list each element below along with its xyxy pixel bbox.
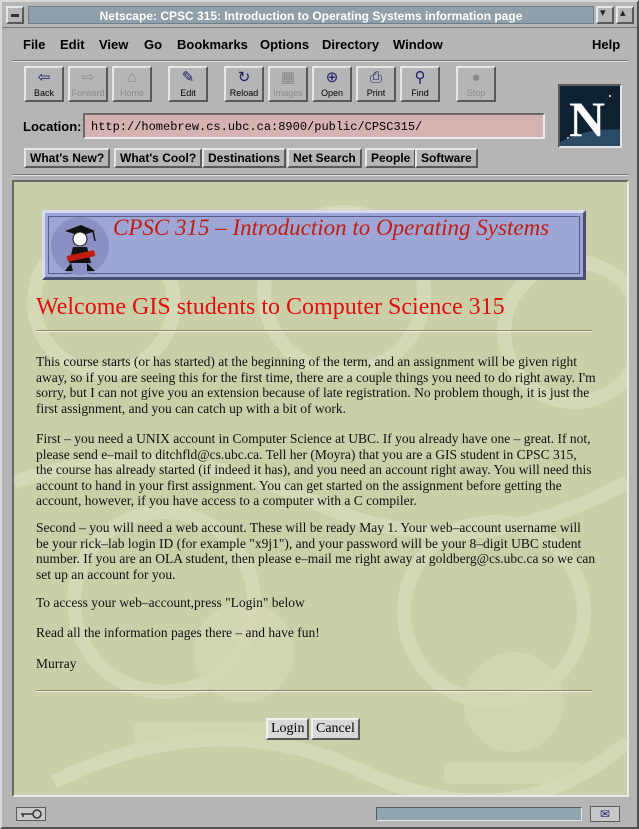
whats-new-button[interactable]: What's New? [24,148,110,168]
bottom-rule [36,690,592,692]
banner-title: CPSC 315 – Introduction to Operating Systems [113,215,550,240]
open-icon: ⊕ [325,69,339,86]
menu-edit[interactable]: Edit [60,37,85,52]
net-search-button[interactable]: Net Search [287,148,362,168]
title-bar[interactable] [2,2,637,28]
binoculars-icon: ⚲ [414,69,426,86]
home-button[interactable]: ⌂ Home [112,66,152,102]
paragraph-info: Read all the information pages there – and have fun! [36,625,320,640]
window-title: Netscape: CPSC 315: Introduction to Operating Systems information page [28,6,594,24]
menu-window[interactable]: Window [393,37,443,52]
login-button[interactable]: Login [266,718,309,740]
security-key-icon[interactable] [16,807,46,821]
reload-icon: ↻ [237,69,251,86]
software-button[interactable]: Software [415,148,478,168]
paragraph-second: Second – you will need a web account. These will be ready May 1. Your web–account username will be your rick–lab login ID (for example "x9j1"), and your password will be your 8–digit UBC student number. If you are an OLA student, then please e–mail me right away at goldberg@cs.ubc.ca so we can set up an account for you. [36,520,596,582]
back-button[interactable]: ⇦ Back [24,66,64,102]
status-bar [12,803,631,825]
signature: Murray [36,656,77,671]
people-button[interactable]: People [365,148,416,168]
back-arrow-icon: ⇦ [37,69,51,86]
paragraph-access: To access your web–account,press "Login" below [36,595,305,610]
edit-button[interactable]: ✎ Edit [168,66,208,102]
destinations-button[interactable]: Destinations [202,148,286,168]
logo-letter: N [569,91,606,147]
netscape-logo[interactable] [558,84,622,148]
menu-bar [12,32,629,58]
print-button[interactable]: ⎙ Print [356,66,396,102]
stop-icon: ● [471,69,481,86]
cancel-button[interactable]: Cancel [311,718,360,740]
mail-icon[interactable]: ✉ [590,806,620,822]
page-content[interactable] [12,180,629,797]
forward-arrow-icon: ⇨ [81,69,95,86]
menu-options[interactable]: Options [260,37,310,52]
open-button[interactable]: ⊕ Open [312,66,352,102]
toolbar-separator [12,174,629,176]
images-button[interactable]: ▦ Images [268,66,308,102]
paragraph-intro: This course starts (or has started) at the beginning of the term, and an assignment will be given right away, so if you are seeing this for the first time, there are a couple things you need to do right away. I'm sorry, but I can not give you an extension because of late registration. No problem though, it is just the first assignment, and you can catch up with a bit of work. [36,354,596,416]
print-icon: ⎙ [369,69,382,86]
student-mascot-image [51,217,109,275]
course-banner [42,210,586,280]
progress-bar [376,807,582,821]
location-field[interactable]: http://homebrew.cs.ubc.ca:8900/public/CPSC315/ [83,113,545,139]
page-heading: Welcome GIS students to Computer Science 315 [36,294,505,320]
top-rule [36,330,592,332]
stop-button[interactable]: ● Stop [456,66,496,102]
menu-separator [12,60,629,62]
maximize-button[interactable] [616,6,634,24]
menu-file[interactable]: File [23,37,46,52]
images-icon: ▦ [280,69,296,86]
menu-view[interactable]: View [99,37,129,52]
minimize-button[interactable] [596,6,614,24]
menu-help[interactable]: Help [592,37,621,52]
home-icon: ⌂ [127,69,137,86]
forward-button[interactable]: ⇨ Forward [68,66,108,102]
menu-directory[interactable]: Directory [322,37,380,52]
student-mascot-icon [51,217,109,275]
menu-bookmarks[interactable]: Bookmarks [177,37,248,52]
whats-cool-button[interactable]: What's Cool? [114,148,202,168]
find-button[interactable]: ⚲ Find [400,66,440,102]
reload-button[interactable]: ↻ Reload [224,66,264,102]
location-label: Location: [23,119,82,134]
pencil-icon: ✎ [181,69,195,86]
key-icon [17,808,45,820]
menu-go[interactable]: Go [144,37,163,52]
paragraph-first: First – you need a UNIX account in Computer Science at UBC. If you already have one – great. If not, please send e–mail to ditchfld@cs.ubc.ca. Tell her (Moyra) that you are a GIS student in CPSC 315, the course has already started (if indeed it has), and you need an account right away. You will need this account to hand in your first assignment. You can get started on the assignment before getting the account, however, if you have access to a computer with a C compiler. [36,431,592,508]
window-menu-button[interactable] [6,6,24,24]
